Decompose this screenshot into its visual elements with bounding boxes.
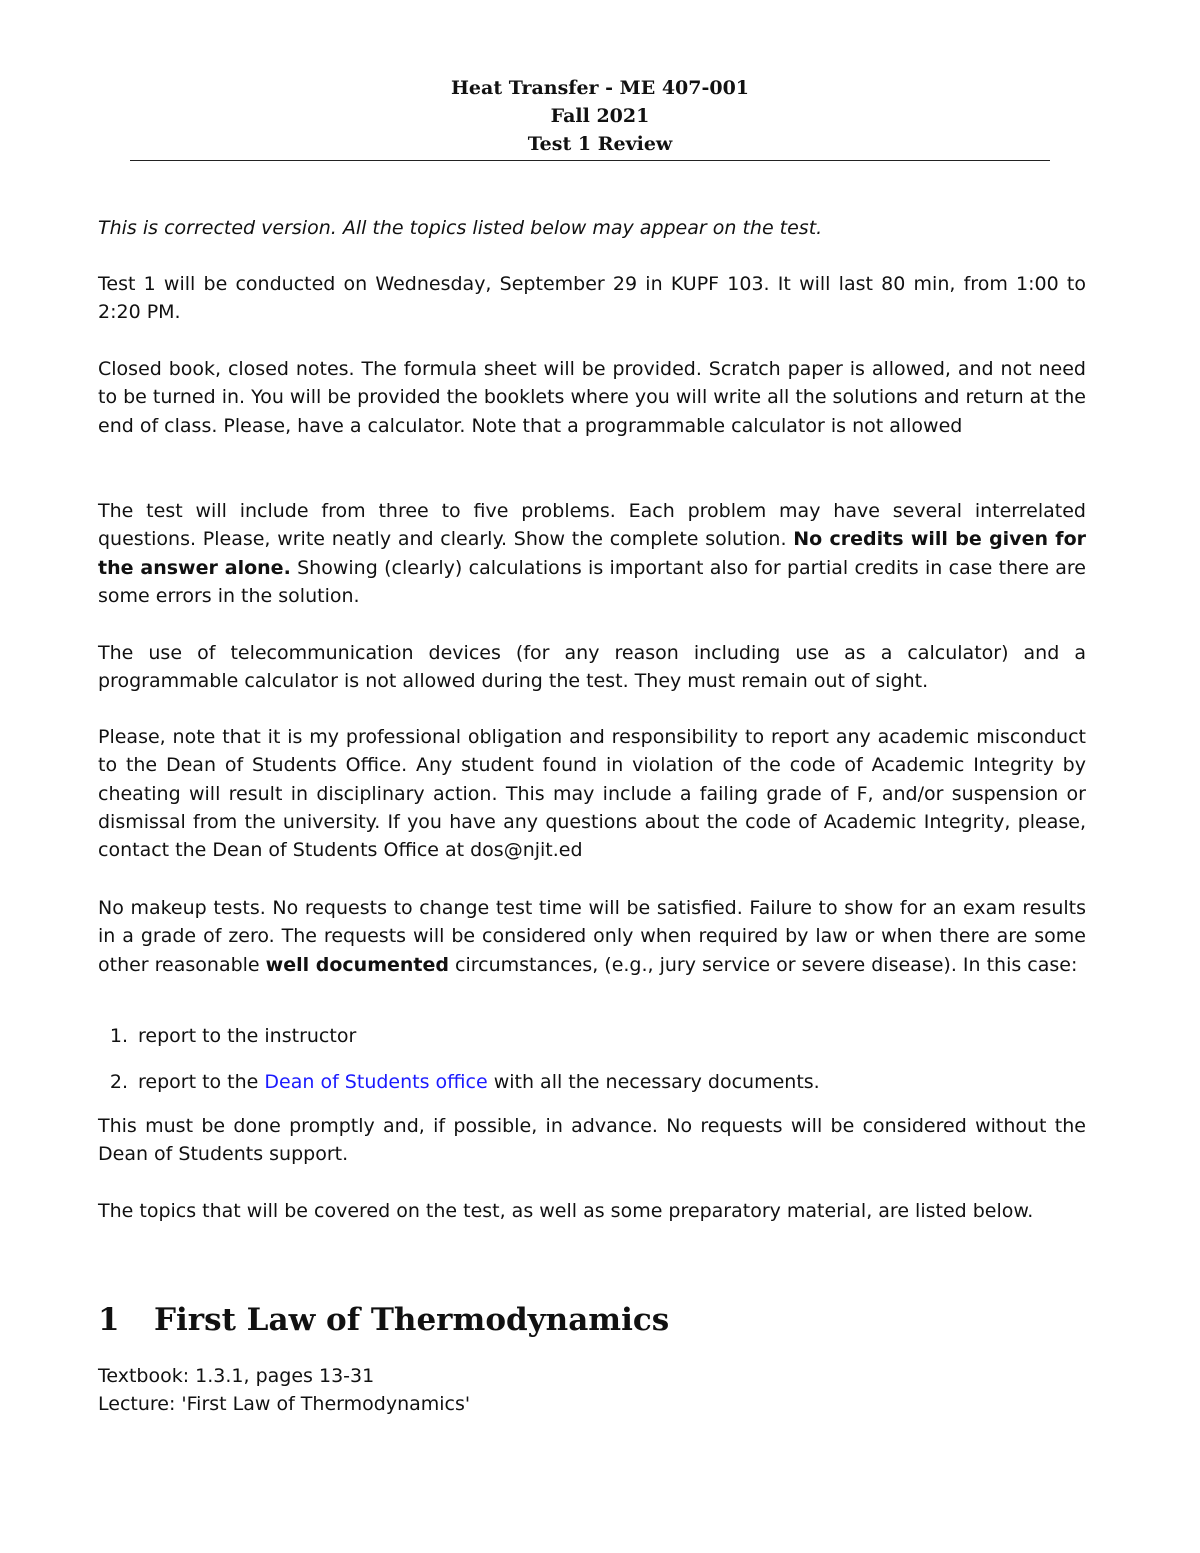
- course-title: Heat Transfer - ME 407-001: [450, 77, 750, 99]
- list-text: report to the instructor: [138, 1025, 357, 1047]
- textbook-reference: Textbook: 1.3.1, pages 13-31: [98, 1365, 375, 1387]
- term-title: Fall 2021: [550, 105, 650, 127]
- header-divider: [130, 160, 1050, 161]
- problems-paragraph: [98, 497, 1086, 610]
- lecture-reference: Lecture: 'First Law of Thermodynamics': [98, 1393, 471, 1415]
- devices-paragraph: The use of telecommunication devices (for any reason including use as a calculator) and a programmable calculator is not allowed during the test. They must remain out of sight.: [98, 642, 1086, 693]
- section-title: First Law of Thermodynamics: [154, 1302, 670, 1338]
- rules-paragraph: Closed book, closed notes. The formula sheet will be provided. Scratch paper is allowed, and not need to be turned in. You will be provided the booklets where you will write all the solutions and return at the end of class. Please, have a calculator. Note that a programmable calculator is not allowed: [98, 358, 1086, 437]
- makeup-text-end: circumstances, (e.g., jury service or severe disease). In this case:: [448, 953, 1078, 976]
- list-item: [98, 1068, 1086, 1096]
- problems-emphasis: No credits will be given for the answer alone.: [98, 528, 1086, 579]
- makeup-text-start: No makeup tests. No requests to change test time will be satisfied. Failure to show for an exam results in a grade of zero. The requests will be considered only when required by law or when there are some other reasonable: [98, 897, 1086, 976]
- makeup-paragraph: [98, 894, 1086, 979]
- prompt-paragraph: This must be done promptly and, if possible, in advance. No requests will be considered without the Dean of Students support.: [98, 1115, 1086, 1166]
- list-number: 1.: [109, 1025, 128, 1047]
- topics-paragraph: The topics that will be covered on the test, as well as some preparatory material, are listed below.: [98, 1200, 1034, 1222]
- problems-text-end: Showing (clearly) calculations is important also for partial credits in case there are some errors in the solution.: [98, 556, 1086, 607]
- list-number: 2.: [109, 1071, 128, 1093]
- list-text: report to the: [138, 1071, 265, 1093]
- list-text-end: with all the necessary documents.: [487, 1071, 820, 1093]
- section-heading: [98, 1298, 1098, 1342]
- problems-text-start: The test will include from three to five problems. Each problem may have several interrelated questions. Please, write neatly and clearly. Show the complete solution.: [98, 500, 1086, 551]
- schedule-paragraph: Test 1 will be conducted on Wednesday, September 29 in KUPF 103. It will last 80 min, from 1:00 to 2:20 PM.: [98, 273, 1086, 324]
- document-title: Test 1 Review: [527, 133, 673, 155]
- section-number: 1: [98, 1302, 120, 1338]
- intro-note: This is corrected version. All the topics listed below may appear on the test.: [98, 217, 823, 239]
- list-item: [98, 1022, 1086, 1050]
- makeup-emphasis: well documented: [265, 953, 449, 976]
- integrity-paragraph: Please, note that it is my professional obligation and responsibility to report any academic misconduct to the Dean of Students Office. Any student found in violation of the code of Academic Integrity by cheating will result in disciplinary action. This may include a failing grade of F, and/or suspension or dismissal from the university. If you have any questions about the code of Academic Integrity, please, contact the Dean of Students Office at dos@njit.ed: [98, 726, 1086, 862]
- dean-of-students-link[interactable]: Dean of Students office: [264, 1071, 488, 1093]
